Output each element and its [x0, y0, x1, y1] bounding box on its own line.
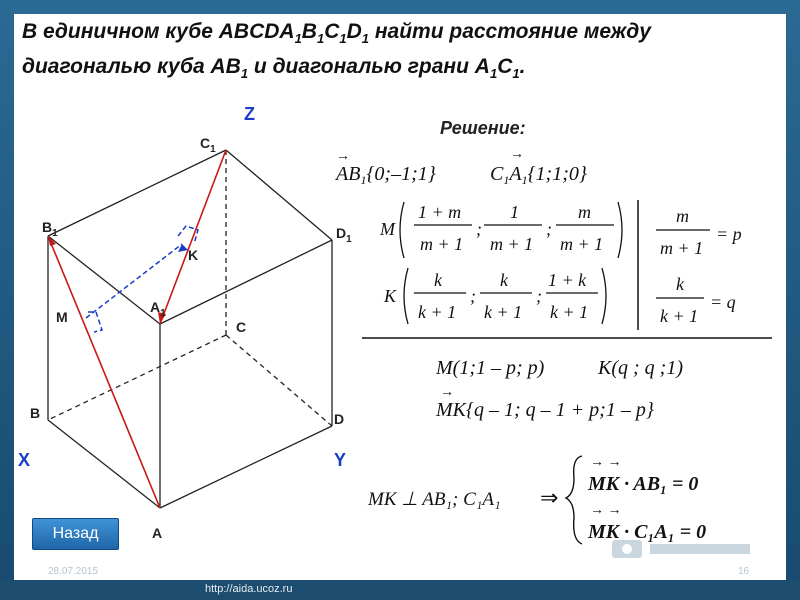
- axis-x-label: X: [18, 450, 31, 470]
- label-a: A: [152, 525, 163, 541]
- vector-arrow-icon: →: [510, 147, 524, 162]
- svg-text:;: ;: [536, 286, 542, 306]
- svg-text:m + 1: m + 1: [560, 234, 604, 254]
- svg-text:k: k: [500, 270, 508, 290]
- svg-text:k + 1: k + 1: [484, 302, 523, 322]
- solution-heading: Решение:: [440, 118, 526, 138]
- dot-product-2: MK · C₁A₁ = 0: [588, 521, 707, 543]
- substitutions: [656, 206, 742, 326]
- svg-text:= q: = q: [710, 292, 736, 312]
- vector-arrow-icon: →: [440, 385, 454, 400]
- svg-text:1 + k: 1 + k: [548, 270, 587, 290]
- problem-title: В единичном кубе $ABCDA_1B_1C_1D_1$ найти расстояние между диагональю куба $AB_1$ и диагональю грани $A_1C_1$.: [22, 20, 651, 82]
- svg-text:m + 1: m + 1: [420, 234, 464, 254]
- diagonal-c1a1: [160, 150, 226, 324]
- mk-vector: MK{q – 1; q – 1 + p;1 – p}: [436, 399, 654, 421]
- label-m: M: [56, 309, 68, 325]
- svg-text:k: k: [676, 274, 684, 294]
- point-k-arrow: [178, 244, 188, 252]
- svg-text:k + 1: k + 1: [418, 302, 457, 322]
- k-coords: K(q ; q ;1): [598, 357, 683, 379]
- label-c1: $C_1$: [200, 135, 216, 155]
- label-d: D: [334, 411, 345, 427]
- svg-text:1 + m: 1 + m: [418, 202, 462, 222]
- svg-text:m + 1: m + 1: [490, 234, 534, 254]
- site-url[interactable]: http://aida.ucoz.ru: [205, 583, 293, 595]
- svg-text:m: m: [676, 206, 689, 226]
- vector-ab1: $AB_1\{0;-1;1\}$: [336, 163, 436, 187]
- svg-text:;: ;: [546, 219, 552, 239]
- footer-date: 28.07.2015: [48, 566, 99, 577]
- vector-arrow-icon: →: [336, 149, 350, 164]
- vector-c1a1: $C_1A_1\{1;1;0\}$: [490, 163, 587, 187]
- hidden-edges: [48, 150, 332, 426]
- label-a1: $A_1$: [150, 299, 166, 319]
- svg-text:k + 1: k + 1: [660, 306, 699, 326]
- slide-number: 16: [738, 566, 750, 577]
- back-button[interactable]: Назад: [32, 518, 119, 550]
- vector-arrow-icon: → →: [590, 455, 622, 470]
- svg-text:K: K: [384, 286, 397, 306]
- label-k: K: [188, 247, 199, 263]
- svg-text:M: M: [380, 219, 395, 239]
- svg-text:m + 1: m + 1: [660, 238, 704, 258]
- vector-arrow-icon: → →: [590, 503, 622, 518]
- label-d1: $D_1$: [336, 225, 352, 245]
- k-parametric: [383, 268, 606, 324]
- diagonals: [48, 150, 226, 508]
- m-parametric: [379, 202, 622, 258]
- perpendicular-statement: MK ⊥ AB₁; C₁A₁: [368, 489, 501, 510]
- svg-text:1: 1: [510, 202, 519, 222]
- label-b: B: [30, 405, 41, 421]
- svg-text:;: ;: [470, 286, 476, 306]
- visible-edges: [48, 150, 332, 508]
- svg-text:= p: = p: [716, 224, 742, 244]
- address-bar: [0, 580, 800, 600]
- svg-text:k + 1: k + 1: [550, 302, 589, 322]
- svg-text:;: ;: [476, 219, 482, 239]
- axis-z-label: Z: [244, 104, 255, 124]
- svg-text:m: m: [578, 202, 591, 222]
- label-c: C: [236, 319, 247, 335]
- implies-icon: ⇒: [540, 485, 559, 510]
- dot-product-1: MK · AB₁ = 0: [588, 473, 699, 495]
- label-b1: $B_1$: [42, 219, 58, 239]
- svg-text:k: k: [434, 270, 442, 290]
- m-coords: M(1;1 – p; p): [436, 357, 545, 379]
- diagonal-ab1: [48, 236, 160, 508]
- system-brace: [566, 456, 582, 544]
- axis-y-label: Y: [334, 450, 347, 470]
